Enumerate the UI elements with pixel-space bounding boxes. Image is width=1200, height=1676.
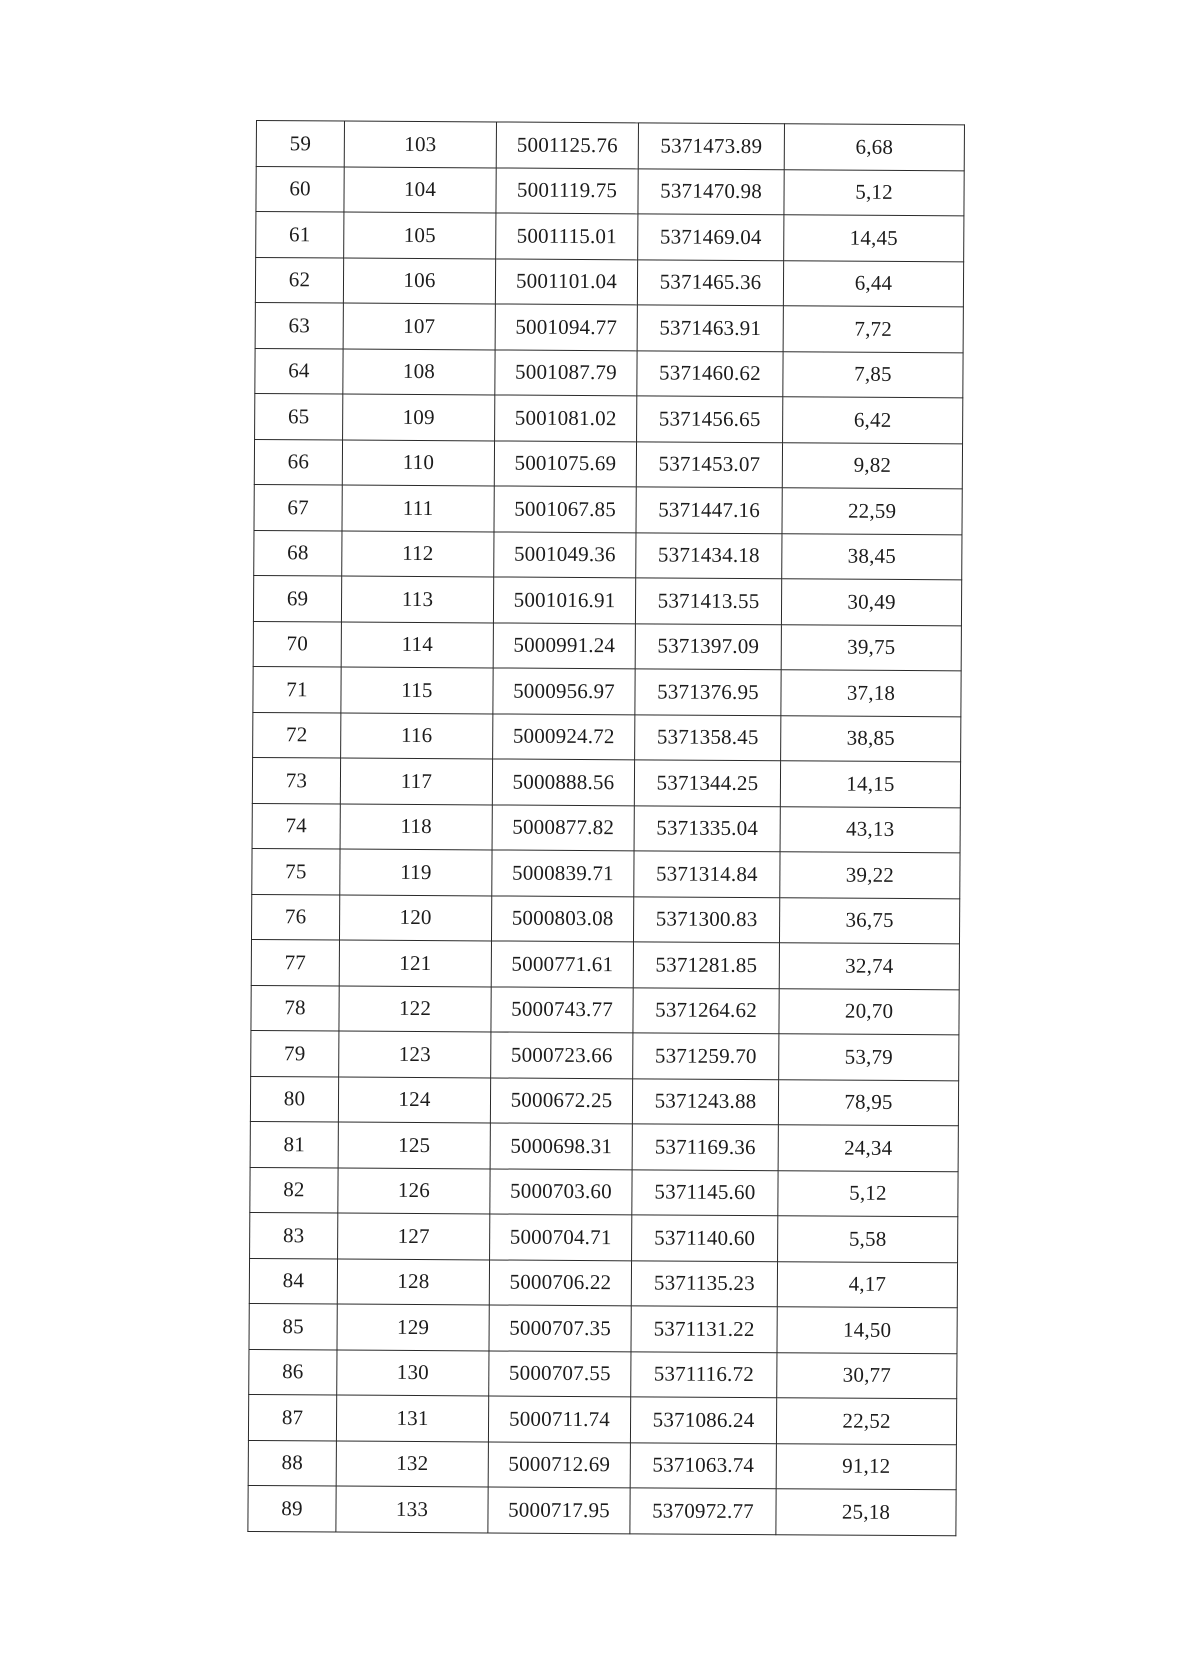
table-row	[250, 1212, 958, 1262]
table-row	[251, 894, 959, 944]
y-coordinate-cell: 5371469.04	[638, 214, 784, 260]
table-row	[256, 166, 964, 216]
y-coordinate-cell: 5371447.16	[636, 487, 782, 533]
table-row	[253, 575, 961, 625]
distance-cell: 39,75	[781, 624, 961, 671]
y-coordinate-cell: 5371063.74	[630, 1442, 776, 1488]
distance-cell: 30,49	[781, 579, 961, 626]
point-number-cell: 111	[342, 485, 494, 531]
y-coordinate-cell: 5371473.89	[638, 123, 784, 169]
point-number-cell: 116	[341, 713, 493, 759]
distance-cell: 9,82	[782, 442, 962, 489]
row-number-cell: 75	[252, 848, 340, 894]
x-coordinate-cell: 5000707.55	[489, 1350, 631, 1396]
point-number-cell: 113	[341, 576, 493, 622]
row-number-cell: 84	[249, 1258, 337, 1304]
row-number-cell: 66	[254, 439, 342, 485]
distance-cell: 20,70	[779, 988, 959, 1035]
y-coordinate-cell: 5371135.23	[631, 1260, 777, 1306]
y-coordinate-cell: 5371456.65	[637, 396, 783, 442]
table-row	[254, 484, 962, 534]
point-number-cell: 129	[337, 1304, 489, 1350]
table-row	[252, 848, 960, 898]
distance-cell: 78,95	[778, 1079, 958, 1126]
row-number-cell: 80	[250, 1076, 338, 1122]
x-coordinate-cell: 5001081.02	[495, 395, 637, 441]
table-row	[253, 712, 961, 762]
table-row	[254, 439, 962, 489]
distance-cell: 39,22	[780, 852, 960, 899]
table-row	[256, 121, 964, 171]
y-coordinate-cell: 5371470.98	[638, 168, 784, 214]
point-number-cell: 120	[339, 895, 491, 941]
row-number-cell: 69	[253, 575, 341, 621]
distance-cell: 24,34	[778, 1125, 958, 1172]
distance-cell: 5,12	[778, 1170, 958, 1217]
x-coordinate-cell: 5001101.04	[495, 258, 637, 304]
row-number-cell: 63	[255, 302, 343, 348]
x-coordinate-cell: 5000839.71	[492, 850, 634, 896]
x-coordinate-cell: 5000877.82	[492, 804, 634, 850]
distance-cell: 7,72	[783, 306, 963, 353]
table-row	[253, 666, 961, 716]
row-number-cell: 82	[250, 1167, 338, 1213]
y-coordinate-cell: 5371434.18	[636, 532, 782, 578]
point-number-cell: 128	[337, 1259, 489, 1305]
table-row	[251, 939, 959, 989]
x-coordinate-cell: 5000707.35	[489, 1305, 631, 1351]
y-coordinate-cell: 5371264.62	[633, 987, 779, 1033]
point-number-cell: 118	[340, 804, 492, 850]
distance-cell: 30,77	[777, 1352, 957, 1399]
point-number-cell: 105	[344, 212, 496, 258]
point-number-cell: 112	[342, 531, 494, 577]
x-coordinate-cell: 5000717.95	[488, 1487, 630, 1533]
y-coordinate-cell: 5371145.60	[632, 1169, 778, 1215]
x-coordinate-cell: 5000672.25	[490, 1077, 632, 1123]
row-number-cell: 86	[249, 1349, 337, 1395]
y-coordinate-cell: 5371140.60	[632, 1215, 778, 1261]
distance-cell: 37,18	[781, 670, 961, 717]
y-coordinate-cell: 5371259.70	[633, 1033, 779, 1079]
x-coordinate-cell: 5001087.79	[495, 349, 637, 395]
x-coordinate-cell: 5000924.72	[493, 713, 635, 759]
table-row	[255, 257, 963, 307]
y-coordinate-cell: 5371300.83	[633, 896, 779, 942]
x-coordinate-cell: 5000956.97	[493, 668, 635, 714]
y-coordinate-cell: 5371460.62	[637, 350, 783, 396]
row-number-cell: 76	[251, 894, 339, 940]
point-number-cell: 106	[343, 258, 495, 304]
row-number-cell: 62	[255, 257, 343, 303]
distance-cell: 53,79	[779, 1034, 959, 1081]
x-coordinate-cell: 5001125.76	[496, 122, 638, 168]
y-coordinate-cell: 5371463.91	[637, 305, 783, 351]
x-coordinate-cell: 5001115.01	[496, 213, 638, 259]
y-coordinate-cell: 5371314.84	[634, 851, 780, 897]
x-coordinate-cell: 5001075.69	[494, 440, 636, 486]
point-number-cell: 130	[337, 1350, 489, 1396]
row-number-cell: 60	[256, 166, 344, 212]
point-number-cell: 121	[339, 940, 491, 986]
row-number-cell: 71	[253, 666, 341, 712]
distance-cell: 5,12	[784, 169, 964, 216]
distance-cell: 22,59	[782, 488, 962, 535]
table-row	[254, 530, 962, 580]
point-number-cell: 104	[344, 167, 496, 213]
row-number-cell: 89	[248, 1485, 336, 1531]
row-number-cell: 64	[255, 348, 343, 394]
row-number-cell: 87	[248, 1394, 336, 1440]
table-row	[250, 1076, 958, 1126]
x-coordinate-cell: 5000703.60	[490, 1168, 632, 1214]
x-coordinate-cell: 5001067.85	[494, 486, 636, 532]
x-coordinate-cell: 5001094.77	[495, 304, 637, 350]
distance-cell: 14,45	[784, 215, 964, 262]
point-number-cell: 125	[338, 1122, 490, 1168]
y-coordinate-cell: 5371116.72	[631, 1351, 777, 1397]
table-row	[249, 1303, 957, 1353]
x-coordinate-cell: 5001119.75	[496, 167, 638, 213]
x-coordinate-cell: 5000771.61	[491, 941, 633, 987]
table-row	[250, 1121, 958, 1171]
distance-cell: 7,85	[783, 351, 963, 398]
point-number-cell: 122	[339, 986, 491, 1032]
table-row	[255, 393, 963, 443]
table-row	[248, 1394, 956, 1444]
row-number-cell: 61	[256, 212, 344, 258]
x-coordinate-cell: 5000706.22	[489, 1259, 631, 1305]
y-coordinate-cell: 5371465.36	[637, 259, 783, 305]
distance-cell: 43,13	[780, 806, 960, 853]
table-row	[256, 212, 964, 262]
x-coordinate-cell: 5001049.36	[494, 531, 636, 577]
x-coordinate-cell: 5000704.71	[490, 1214, 632, 1260]
distance-cell: 22,52	[776, 1398, 956, 1445]
y-coordinate-cell: 5371413.55	[635, 578, 781, 624]
point-number-cell: 124	[338, 1077, 490, 1123]
point-number-cell: 119	[340, 849, 492, 895]
y-coordinate-cell: 5371086.24	[630, 1397, 776, 1443]
y-coordinate-cell: 5371169.36	[632, 1124, 778, 1170]
row-number-cell: 81	[250, 1121, 338, 1167]
y-coordinate-cell: 5370972.77	[630, 1488, 776, 1534]
table-row	[249, 1258, 957, 1308]
y-coordinate-cell: 5371281.85	[633, 942, 779, 988]
table-row	[253, 621, 961, 671]
table-row	[250, 1167, 958, 1217]
point-number-cell: 103	[344, 121, 496, 167]
row-number-cell: 77	[251, 939, 339, 985]
y-coordinate-cell: 5371131.22	[631, 1306, 777, 1352]
point-number-cell: 114	[341, 622, 493, 668]
row-number-cell: 72	[253, 712, 341, 758]
point-number-cell: 107	[343, 303, 495, 349]
y-coordinate-cell: 5371335.04	[634, 805, 780, 851]
distance-cell: 6,42	[783, 397, 963, 444]
coordinates-table-body	[248, 121, 965, 1536]
row-number-cell: 59	[256, 121, 344, 167]
distance-cell: 4,17	[777, 1261, 957, 1308]
y-coordinate-cell: 5371358.45	[635, 714, 781, 760]
x-coordinate-cell: 5000698.31	[490, 1123, 632, 1169]
row-number-cell: 70	[253, 621, 341, 667]
point-number-cell: 117	[340, 758, 492, 804]
distance-cell: 14,50	[777, 1307, 957, 1354]
point-number-cell: 123	[339, 1031, 491, 1077]
row-number-cell: 73	[252, 757, 340, 803]
point-number-cell: 109	[343, 394, 495, 440]
x-coordinate-cell: 5000888.56	[492, 759, 634, 805]
distance-cell: 6,68	[784, 124, 964, 171]
row-number-cell: 79	[251, 1030, 339, 1076]
x-coordinate-cell: 5000743.77	[491, 986, 633, 1032]
point-number-cell: 115	[341, 667, 493, 713]
y-coordinate-cell: 5371243.88	[632, 1078, 778, 1124]
table-row	[248, 1485, 956, 1535]
point-number-cell: 127	[338, 1213, 490, 1259]
table-row	[252, 757, 960, 807]
y-coordinate-cell: 5371344.25	[634, 760, 780, 806]
row-number-cell: 74	[252, 803, 340, 849]
point-number-cell: 133	[336, 1486, 488, 1532]
table-row	[255, 302, 963, 352]
coordinates-table	[247, 120, 965, 1536]
point-number-cell: 110	[342, 440, 494, 486]
x-coordinate-cell: 5000991.24	[493, 622, 635, 668]
distance-cell: 5,58	[778, 1216, 958, 1263]
row-number-cell: 65	[255, 393, 343, 439]
row-number-cell: 88	[248, 1440, 336, 1486]
distance-cell: 14,15	[780, 761, 960, 808]
distance-cell: 36,75	[779, 897, 959, 944]
table-row	[248, 1440, 956, 1490]
x-coordinate-cell: 5000711.74	[488, 1396, 630, 1442]
y-coordinate-cell: 5371453.07	[636, 441, 782, 487]
distance-cell: 25,18	[776, 1489, 956, 1536]
distance-cell: 32,74	[779, 943, 959, 990]
table-row	[255, 348, 963, 398]
row-number-cell: 83	[250, 1212, 338, 1258]
x-coordinate-cell: 5000723.66	[491, 1032, 633, 1078]
row-number-cell: 78	[251, 985, 339, 1031]
point-number-cell: 126	[338, 1168, 490, 1214]
x-coordinate-cell: 5000803.08	[491, 895, 633, 941]
row-number-cell: 68	[254, 530, 342, 576]
x-coordinate-cell: 5000712.69	[488, 1441, 630, 1487]
row-number-cell: 85	[249, 1303, 337, 1349]
point-number-cell: 131	[336, 1395, 488, 1441]
point-number-cell: 132	[336, 1441, 488, 1487]
table-row	[249, 1349, 957, 1399]
x-coordinate-cell: 5001016.91	[493, 577, 635, 623]
table-row	[251, 1030, 959, 1080]
table-row	[251, 985, 959, 1035]
y-coordinate-cell: 5371376.95	[635, 669, 781, 715]
row-number-cell: 67	[254, 484, 342, 530]
distance-cell: 6,44	[783, 260, 963, 307]
table-row	[252, 803, 960, 853]
distance-cell: 91,12	[776, 1443, 956, 1490]
distance-cell: 38,85	[781, 715, 961, 762]
point-number-cell: 108	[343, 349, 495, 395]
y-coordinate-cell: 5371397.09	[635, 623, 781, 669]
distance-cell: 38,45	[782, 533, 962, 580]
